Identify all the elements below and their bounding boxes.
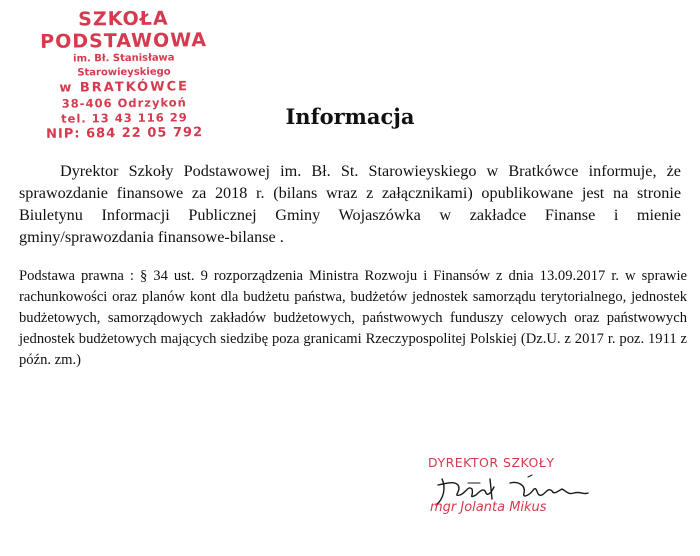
stamp-postal-address: 38-406 Odrzykoń bbox=[61, 95, 187, 111]
information-paragraph: Dyrektor Szkoły Podstawowej im. Bł. St. Starowieyskiego w Bratkówce informuje, że sprawozdanie finansowe za 2018 r. (bilans wraz z załącznikami) opublikowane jest na stronie Biuletynu Informacji Publicznej Gminy Wojaszówka w zakładce Finanse i mienie gminy/sprawozdania finansowe-bilanse . bbox=[19, 162, 681, 246]
stamp-nip: NIP: 684 22 05 792 bbox=[46, 125, 204, 142]
document-title: Informacja bbox=[285, 104, 415, 129]
stamp-phone: tel. 13 43 116 29 bbox=[61, 110, 188, 126]
signature-title-stamp: DYREKTOR SZKOŁY bbox=[428, 455, 555, 470]
stamp-school-name: SZKOŁA PODSTAWOWA bbox=[40, 7, 208, 53]
signature-name-stamp: mgr Jolanta Mikus bbox=[430, 500, 547, 515]
stamp-patron: im. Bł. Stanisława Starowieyskiego bbox=[73, 52, 175, 79]
stamp-location: w BRATKÓWCE bbox=[59, 79, 190, 96]
signature-block bbox=[428, 455, 588, 525]
legal-basis-paragraph: Podstawa prawna : § 34 ust. 9 rozporządzenia Ministra Rozwoju i Finansów z dnia 13.09.2017 r. w sprawie rachunkowości oraz planów kont dla budżetu państwa, budżetów jednostek samorządu terytorialnego, jednostek budżetowych, samorządowych zakładów budżetowych, państwowych funduszy celowych oraz państwowych jednostek budżetowych mających siedzibę poza granicami Rzeczypospolitej Polskiej (Dz.U. z 2017 r. poz. 1911 z późn. zm.) bbox=[19, 268, 687, 368]
